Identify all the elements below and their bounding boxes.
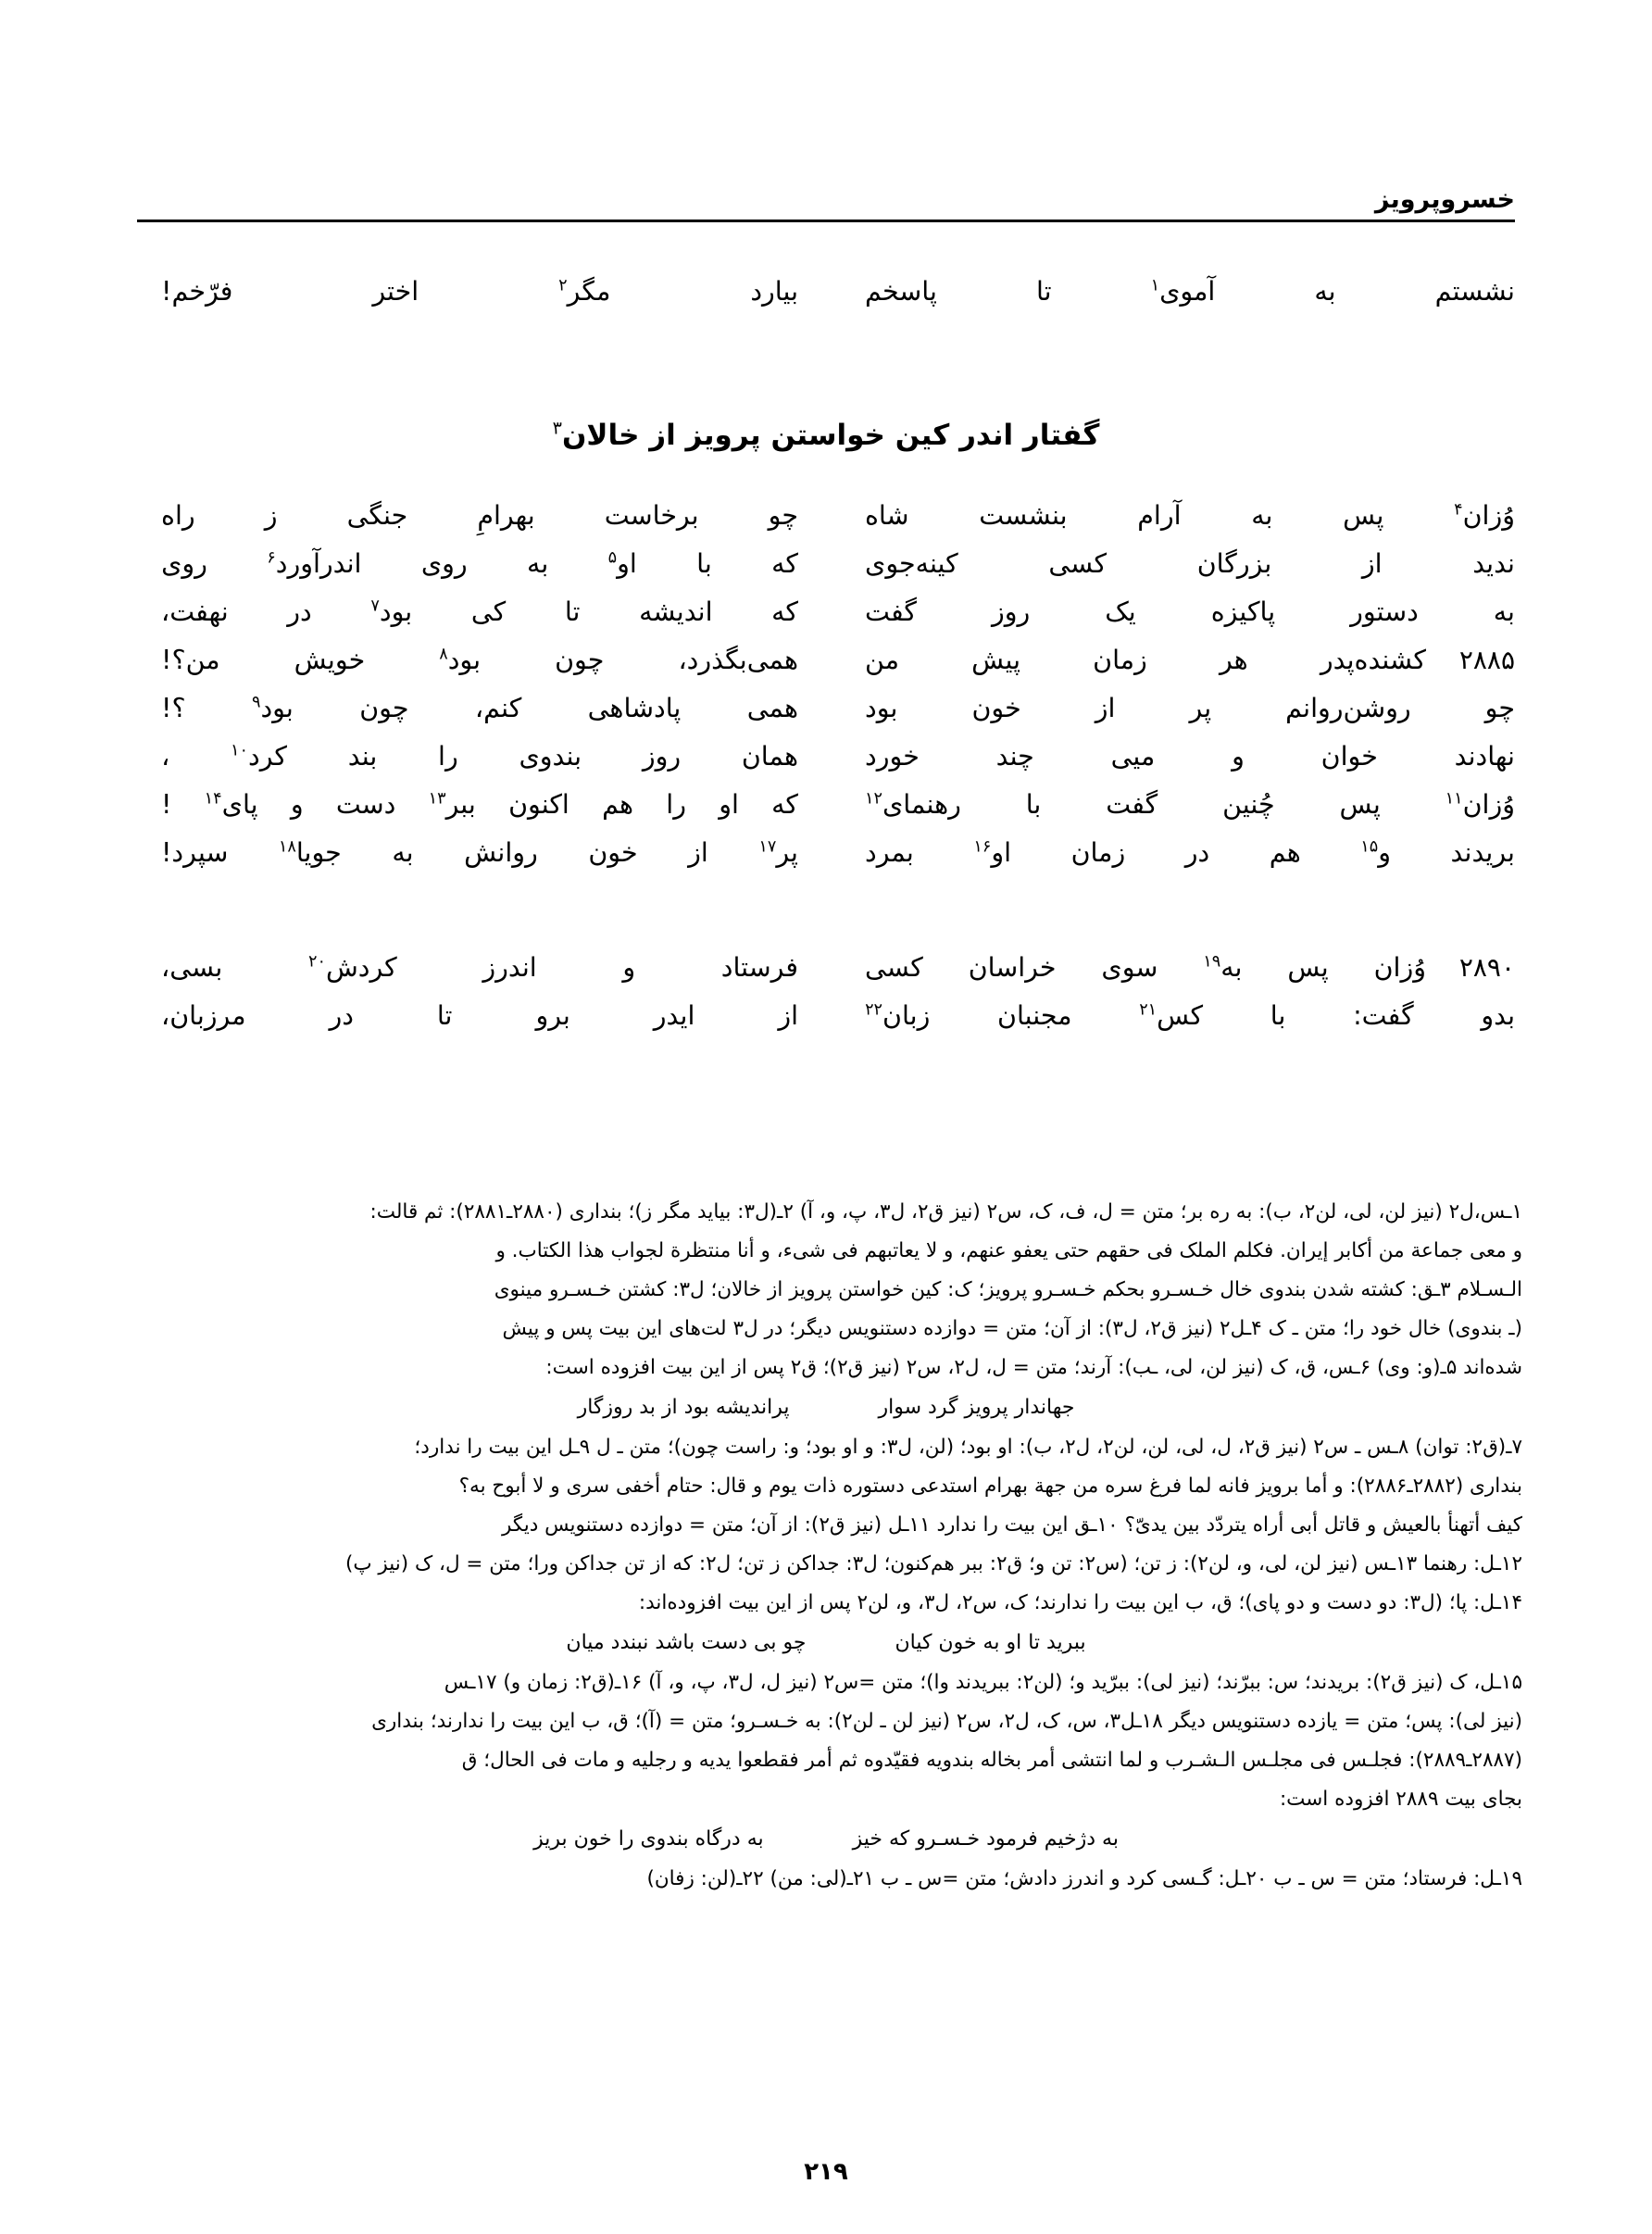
verse-word: بریدند (1450, 837, 1515, 868)
verse-word: به (1493, 596, 1515, 627)
hemistich-right (826, 548, 1515, 579)
note-marker: ۹ (251, 693, 261, 712)
hemistich-left (137, 500, 826, 531)
verse-word: بود$^۷$ (370, 596, 413, 627)
verse-word: بهرامِ (477, 500, 535, 531)
inset-hemistich-left: چو بی دست باشد نبندد میان (566, 1631, 807, 1654)
verse-word: به (1314, 276, 1336, 307)
apparatus-line: الـسـلام ۳ـق: کشته شدن بندوی خال خـسـرو بحکم خـسـرو پرویز؛ ک: کین خواستن پرویز از خالان؛ ل۳: کشتن خـسـرو مینوی (494, 1278, 1522, 1301)
verse-word: به (527, 548, 549, 579)
note-marker: ۲۱ (1139, 1000, 1158, 1020)
apparatus-line: (ـ بندوی) خال خود را؛ متن ـ ک ۴ـل۲ (نیز ق۲، ل۳): از آن؛ متن = دوازده دستنویس دیگر؛ در ل۳ لت‌های این بیت پس و پیش (502, 1317, 1522, 1340)
verse-word: با (1270, 1000, 1286, 1031)
note-marker: ۱۹ (1203, 952, 1221, 972)
hemistich-words (137, 548, 826, 579)
note-marker: ۲۲ (865, 1000, 883, 1020)
note-marker: ۷ (370, 596, 380, 616)
verse-word: بسی، (161, 952, 223, 983)
verse-word: چُنین (1222, 789, 1275, 820)
verse-word: خراسان (968, 952, 1057, 983)
verse-word: به (392, 837, 414, 868)
note-marker: ۱۷ (758, 837, 777, 857)
verse-word: روی (420, 548, 468, 579)
verse-word: کشنده‌پدر (1320, 645, 1426, 675)
distich (137, 500, 1515, 548)
verse-word: فرّخم! (161, 276, 233, 307)
verse-word: که (771, 548, 798, 579)
verse-word: نهفت، (161, 596, 229, 627)
hemistich-words (137, 596, 826, 627)
verse-word: ببر$^{۱۳}$ (428, 789, 476, 820)
verse-word: پس (1339, 789, 1381, 820)
section-heading-text: گفتار اندر کین خواستن پرویز از خالان (561, 419, 1100, 452)
verse-word: کسی (865, 952, 923, 983)
apparatus-line: ۱۲ـل: رهنما ۱۳ـس (نیز لن، لی، و، لن۲): ز تن؛ (س۲: تن و؛ ق۲: ببر هم‌کنون؛ ل۳: جداکن ز تن؛ ل۲: که از تن جداکن ورا؛ متن = ل، ک (نیز پ) (344, 1552, 1522, 1575)
running-head-block (137, 185, 1515, 222)
hemistich-left (137, 1000, 826, 1031)
hemistich-words (137, 741, 826, 772)
verse-word: در (287, 596, 312, 627)
hemistich-words (826, 789, 1515, 820)
verse-word: گفت (865, 596, 917, 627)
note-marker: ۱۲ (865, 789, 882, 809)
note-marker: ۶ (267, 548, 276, 568)
verse-word: جنگی (346, 500, 408, 531)
hemistich-words (137, 789, 826, 820)
verse-word: کنم، (474, 693, 522, 723)
inset-hemistich-right: به دژخیم فرمود خـسـرو که خیز (852, 1827, 1119, 1851)
verse-word: خورد (865, 741, 920, 772)
verse-word: گفت (1106, 789, 1158, 820)
apparatus-line-arabic: بنداری (۲۸۸۲ـ۲۸۸۶): و أما برویز فانه لما فرغ سره من جهة بهرام استدعی دستوره ذات یوم و قال: حتام أخفی سری و لا أبوح به؟ (458, 1475, 1522, 1498)
verse-word: بیارد (750, 276, 798, 307)
verse-word: در (1184, 837, 1210, 868)
hemistich-words (826, 837, 1515, 868)
verse-word: وُزان (1373, 952, 1426, 983)
verse-word: دستور (1350, 596, 1419, 627)
hemistich-words (826, 500, 1515, 531)
verse-word: خون (588, 837, 638, 868)
hemistich-right: وُزان پس به$^{۱۹}$ سوی خراسان کسی ۲۸۹۰ (826, 952, 1515, 983)
apparatus-inset-verse (130, 1389, 1522, 1426)
note-marker: ۱ (1150, 276, 1160, 295)
verse-word: یک (1105, 596, 1136, 627)
opening-distich-block (137, 276, 1515, 324)
verse-word: راه (161, 500, 195, 531)
verse-word: خویش (294, 645, 366, 675)
verse-word: مگر$^۲$ (558, 276, 611, 307)
verse-word: مرزبان، (161, 1000, 246, 1031)
hemistich-right (826, 500, 1515, 531)
verse-word: ایدر (653, 1000, 695, 1031)
verse-word: تا (1035, 276, 1052, 307)
verse-block (137, 500, 1515, 1048)
verse-word: کسی (1048, 548, 1108, 579)
hemistich-right (826, 276, 1515, 307)
hemistich-right (826, 596, 1515, 627)
verse-word: بزرگان (1196, 548, 1272, 579)
verse-word: پاکیزه (1210, 596, 1276, 627)
hemistich-words (826, 548, 1515, 579)
apparatus-inset-verse (130, 1821, 1522, 1858)
note-marker: ۲۰ (308, 952, 326, 972)
hemistich-right (826, 1000, 1515, 1031)
verse-word: ز (264, 500, 278, 531)
verse-word: روز (991, 596, 1031, 627)
verse-word: و (622, 952, 636, 983)
verse-word: فرستاد (720, 952, 798, 983)
folio-number: ۲۱۹ (804, 2158, 848, 2186)
hemistich-left (137, 789, 826, 820)
verse-word: با (1025, 789, 1042, 820)
inset-hemistich-left: به درگاه بندوی را خون بریز (533, 1827, 764, 1851)
verse-word: پیش (971, 645, 1021, 675)
verse-word: وُزان$^{۱۱}$ (1445, 789, 1515, 820)
verse-word: روی (161, 548, 207, 579)
apparatus-inset-verse (130, 1625, 1522, 1662)
stanza-gap (137, 885, 1515, 952)
note-marker: ۱۵ (1360, 837, 1379, 857)
verse-word: و$^{۱۵}$ (1360, 837, 1392, 868)
verse-word: نشستم (1434, 276, 1515, 307)
verse-word: و (1232, 741, 1245, 772)
verse-word: خون (971, 693, 1021, 723)
verse-word: اکنون (508, 789, 569, 820)
apparatus-line-arabic: و معی جماعة من أکابر إیران. فکلم الملک فی حقهم حتی یعفو عنهم، و لا یعاتبهم فی شیء، و أنا منتظرة لجواب هذا الکتاب. و (495, 1239, 1522, 1262)
verse-word: هم (1269, 837, 1301, 868)
hemistich-right: کشنده‌پدر هر زمان پیش من ۲۸۸۵ (826, 645, 1515, 675)
verse-word: چند (995, 741, 1034, 772)
hemistich-left (137, 548, 826, 579)
verse-word: پس (1343, 500, 1384, 531)
verse-word: بود (865, 693, 898, 723)
hemistich-right (826, 837, 1515, 868)
verse-word: کرد$^{۱۰}$ (231, 741, 287, 772)
verse-word: من (865, 645, 899, 675)
verse-word: پادشاهی (587, 693, 682, 723)
verse-word: و (290, 789, 304, 820)
verse-word: هم (602, 789, 634, 820)
verse-word: کینه‌جوی (865, 548, 958, 579)
verse-word: از (1095, 693, 1116, 723)
note-marker: ۱۴ (204, 789, 222, 809)
verse-word: بود$^۸$ (439, 645, 482, 675)
apparatus-line: ۷ـ(ق۲: توان) ۸ـس ـ س۲ (نیز ق۲، ل، لی، لن، لن۲، ل۲، ب): او بود؛ (لن، ل۳: و او بود؛ و: راست چون)؛ متن ـ ل ۹ـل این بیت را ندارد؛ (414, 1436, 1522, 1459)
hemistich-left (137, 952, 826, 983)
note-marker: ۱۶ (973, 837, 992, 857)
apparatus-line: بجای بیت ۲۸۸۹ افزوده است: (1279, 1788, 1522, 1811)
note-marker: ۸ (439, 645, 448, 664)
verse-word: را (666, 789, 686, 820)
verse-word: بود$^۹$ (251, 693, 294, 723)
hemistich-left (137, 837, 826, 868)
verse-word: بمرد (865, 837, 914, 868)
verse-word: پای$^{۱۴}$ (204, 789, 258, 820)
verse-word: او (719, 789, 739, 820)
hemistich-words (826, 645, 1515, 675)
verse-word: آرام (1137, 500, 1182, 531)
hemistich-left (137, 645, 826, 675)
verse-word: در (329, 1000, 354, 1031)
verse-word: بنشست (979, 500, 1068, 531)
verse-word: از (778, 1000, 798, 1031)
hemistich-right (826, 789, 1515, 820)
verse-word: خوان (1320, 741, 1378, 772)
running-head-rule (137, 220, 1515, 222)
verse-word: همان (741, 741, 798, 772)
hemistich-words (137, 500, 826, 531)
distich (137, 645, 1515, 693)
verse-word: هر (1219, 645, 1248, 675)
distich (137, 1000, 1515, 1048)
hemistich-words (137, 1000, 826, 1031)
verse-word: چون (359, 693, 409, 723)
hemistich-words (137, 952, 826, 983)
hemistich-words (826, 693, 1515, 723)
inset-hemistich-right: جهاندار پرویز گرد سوار (878, 1396, 1075, 1419)
verse-word: روشن‌روانم (1285, 693, 1411, 723)
verse-word: رهنمای$^{۱۲}$ (865, 789, 961, 820)
hemistich-words (826, 741, 1515, 772)
verse-word: برو (535, 1000, 570, 1031)
hemistich-words (137, 693, 826, 723)
verse-word: زبان$^{۲۲}$ (865, 1000, 931, 1031)
distich (137, 276, 1515, 324)
verse-word: بندوی (519, 741, 582, 772)
distich (137, 741, 1515, 789)
verse-word: ، (161, 741, 170, 772)
verse-word: همی‌بگذرد، (678, 645, 798, 675)
verse-word: چو (1484, 693, 1515, 723)
verse-word: از (1361, 548, 1383, 579)
verse-word: آموی$^۱$ (1150, 276, 1216, 307)
verse-word: به$^{۱۹}$ (1203, 952, 1243, 983)
distich (137, 693, 1515, 741)
apparatus-line: ۱۴ـل: پا؛ (ل۳: دو دست و دو پای)؛ ق، ب این بیت را ندارند؛ ک، س۲، ل۳، و، لن۲ پس از این بیت افزوده‌اند: (638, 1591, 1522, 1614)
hemistich-words (137, 645, 826, 675)
apparatus-line-arabic: (۲۸۸۷ـ۲۸۸۹): فجلـس فی مجلـس الـشـرب و لما انتشی أمر بخاله بندویه فقیّدوه ثم أمر فقطعوا یدیه و رجلیه و مات فی الحال؛ ق (461, 1749, 1522, 1772)
verse-word: تا (436, 1000, 453, 1031)
verse-word: بدو (1481, 1000, 1515, 1031)
verse-word: من؟! (161, 645, 220, 675)
verse-word: روانش (464, 837, 538, 868)
verse-word: او$^۵$ (607, 548, 637, 579)
verse-word: پر$^{۱۷}$ (758, 837, 798, 868)
apparatus-line: ۱۹ـل: فرستاد؛ متن = س ـ ب ۲۰ـل: گـسی کرد و اندرز دادش؛ متن =س ـ ب ۲۱ـ(لی: من) ۲۲ـ(لن: زفان) (646, 1867, 1522, 1890)
verse-word: از (688, 837, 708, 868)
verse-word: کی (470, 596, 507, 627)
distich (137, 596, 1515, 645)
distich (137, 548, 1515, 596)
verse-word: اندرز (482, 952, 537, 983)
verse-word: دست (335, 789, 396, 820)
verse-word: گفت: (1353, 1000, 1414, 1031)
verse-word: روز (642, 741, 682, 772)
distich (137, 789, 1515, 837)
apparatus-line: کیف أتهنأ بالعیش و قاتل أبی أراه یتردّد بین یدیّ؟ ۱۰ـق این بیت را ندارد ۱۱ـل (نیز ق۲): از آن؛ متن = دوازده دستنویس دیگر (501, 1513, 1522, 1537)
critical-apparatus (130, 1193, 1522, 1899)
verse-word: با (696, 548, 712, 579)
hemistich-words (137, 276, 826, 307)
note-marker: ۴ (1454, 500, 1463, 520)
hemistich-left (137, 596, 826, 627)
verse-word: کس$^{۲۱}$ (1139, 1000, 1204, 1031)
verse-word: کردش$^{۲۰}$ (308, 952, 397, 983)
apparatus-line: ۱۵ـل، ک (نیز ق۲): بریدند؛ س: ببرّند؛ (نیز لی): ببرّید و؛ (لن۲: ببریدند وا)؛ متن =س۲ (نیز ل، ل۳، پ، و، آ) ۱۶ـ(ق۲: زمان و) ۱۷ـس (444, 1671, 1522, 1694)
verse-word: چو (768, 500, 798, 531)
hemistich-words (826, 596, 1515, 627)
inset-hemistich-left: پراندیشه بود از بد روزگار (577, 1396, 790, 1419)
verse-word: او$^{۱۶}$ (973, 837, 1012, 868)
apparatus-line: شده‌اند ۵ـ(و: وی) ۶ـس، ق، ک (نیز لن، لی، ـب): آرند؛ متن = ل، ل۲، س۲ (نیز ق۲)؛ ق۲ پس از این بیت افزوده است: (545, 1356, 1522, 1379)
verse-word: زمان (1093, 645, 1147, 675)
verse-word: جویا$^{۱۸}$ (278, 837, 342, 868)
distich (137, 952, 1515, 1000)
section-heading (137, 419, 1515, 452)
section-heading-note-marker: ۳ (552, 417, 562, 439)
hemistich-words (137, 837, 826, 868)
hemistich-words (826, 1000, 1515, 1031)
verse-word: میی (1110, 741, 1156, 772)
note-marker: ۲ (558, 276, 568, 295)
verse-word: ؟! (161, 693, 186, 723)
verse-word: شاه (865, 500, 909, 531)
verse-word: اندیشه (639, 596, 713, 627)
verse-word: بند (347, 741, 378, 772)
inset-hemistich-right: ببرید تا او به خون کیان (895, 1631, 1086, 1654)
verse-word: که (771, 596, 798, 627)
verse-word: سپرد! (161, 837, 229, 868)
verse-word: وُزان$^۴$ (1454, 500, 1515, 531)
hemistich-right (826, 693, 1515, 723)
verse-word: به (1251, 500, 1273, 531)
verse-word: زمان (1070, 837, 1126, 868)
verse-word: پس (1287, 952, 1329, 983)
apparatus-line: ۱ـس،ل۲ (نیز لن، لی، لن۲، ب): به ره بر؛ متن = ل، ف، ک، س۲ (نیز ق۲، ل۳، پ، و، آ) ۲ـ(ل۳: بیاید مگر ز)؛ بنداری (۲۸۸۰ـ۲۸۸۱): ثم قالت: (369, 1200, 1522, 1224)
hemistich-left (137, 693, 826, 723)
verse-word: اندرآورد$^۶$ (267, 548, 362, 579)
verse-word: نهادند (1454, 741, 1515, 772)
hemistich-left (137, 741, 826, 772)
verse-word: چون (555, 645, 605, 675)
verse-word: که (771, 789, 798, 820)
verse-word: سوی (1101, 952, 1158, 983)
verse-word: ! (161, 789, 172, 820)
verse-word: ندید (1472, 548, 1515, 579)
note-marker: ۵ (607, 548, 618, 568)
verse-word: مجنبان (997, 1000, 1072, 1031)
note-marker: ۱۸ (278, 837, 296, 857)
note-marker: ۱۳ (428, 789, 446, 809)
running-head-title: خسروپرویز (1374, 185, 1515, 214)
verse-word: پر (1189, 693, 1212, 723)
verse-word: برخاست (604, 500, 699, 531)
verse-word: تا (564, 596, 581, 627)
hemistich-words (826, 952, 1515, 983)
distich (137, 837, 1515, 885)
hemistich-left (137, 276, 826, 307)
hemistich-words (826, 276, 1515, 307)
note-marker: ۱۰ (231, 741, 248, 760)
verse-word: را (438, 741, 458, 772)
verse-word: همی (746, 693, 798, 723)
verse-word: پاسخم (865, 276, 937, 307)
note-marker: ۱۱ (1445, 789, 1463, 809)
apparatus-line: (نیز لی): پس؛ متن = یازده دستنویس دیگر ۱۸ـل۳، س، ک، ل۲، س۲ (نیز لن ـ لن۲): به خـسـرو؛ متن = (آ)؛ ق، ب این بیت را ندارند؛ بنداری (371, 1710, 1522, 1733)
verse-word: اختر (372, 276, 419, 307)
hemistich-right (826, 741, 1515, 772)
